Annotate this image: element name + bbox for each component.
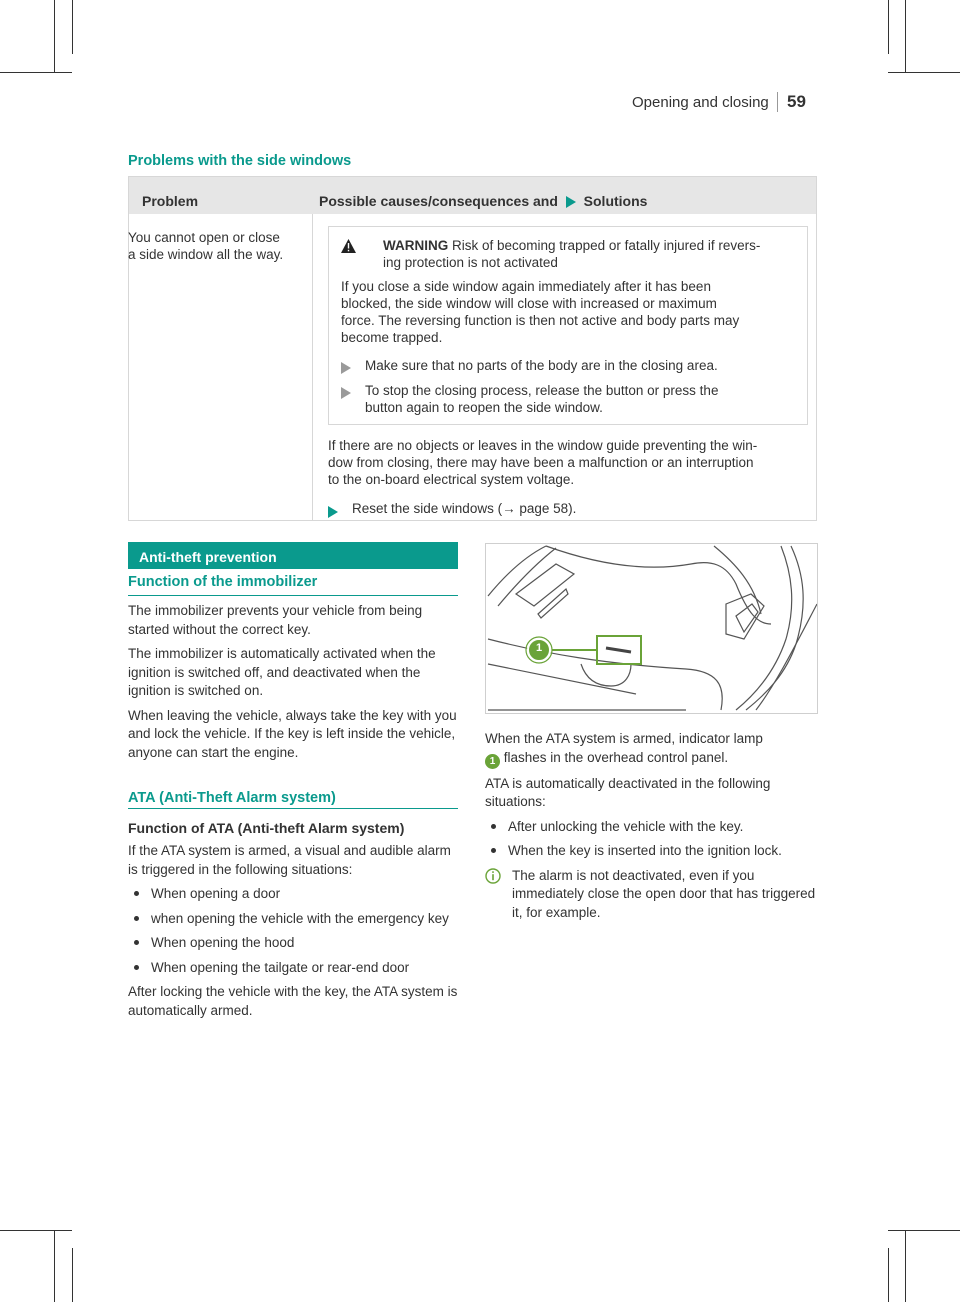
section-rule (128, 808, 458, 809)
crop-mark (72, 0, 73, 54)
col-solutions-text: Solutions (583, 193, 648, 209)
list-item: When opening the hood (128, 934, 463, 953)
armed-line-2 (485, 749, 820, 769)
immobilizer-title: Function of the immobilizer (128, 574, 318, 590)
warning-headline (383, 237, 760, 271)
paragraph: The immobilizer prevents your vehicle from being started without the correct key. (128, 603, 423, 637)
crop-mark (905, 0, 906, 72)
col-problem-header: Problem (142, 193, 199, 209)
warning-step-line: button again to reopen the side window. (365, 400, 603, 415)
paragraph: ATA is automatically deactivated in the following situations: (485, 775, 771, 809)
crop-mark (0, 1230, 72, 1231)
crop-mark (888, 72, 960, 73)
col-causes-text: Possible causes/consequences and (319, 193, 558, 209)
crop-mark (888, 1248, 889, 1302)
crop-mark (888, 0, 889, 54)
info-note (485, 867, 820, 923)
step-arrow-icon (341, 384, 351, 402)
crop-mark (0, 72, 72, 73)
warning-para-line: become trapped. (341, 330, 443, 345)
anti-theft-banner (128, 542, 458, 569)
header-divider (777, 92, 778, 112)
section-rule (128, 595, 458, 596)
solution-arrow-icon (566, 196, 576, 208)
note-line: dow from closing, there may have been a malfunction or an interruption (328, 455, 754, 470)
crop-mark (72, 1248, 73, 1302)
side-windows-title: Problems with the side windows (128, 153, 352, 169)
problem-line: a side window all the way. (128, 247, 284, 262)
step-arrow-icon (328, 503, 338, 521)
problem-cell (128, 229, 283, 263)
page-number: 59 (787, 92, 806, 111)
armed-line: When the ATA system is armed, indicator lamp (485, 731, 763, 746)
illustration-badge: 1 (535, 642, 543, 654)
immobilizer-text (128, 602, 463, 768)
list-item: When opening a door (128, 885, 463, 904)
list-item: After unlocking the vehicle with the key. (485, 818, 820, 837)
warning-para-line: If you close a side window again immediately after it has been (341, 279, 711, 294)
warning-label: WARNING (383, 238, 449, 253)
warning-para-line: force. The reversing function is then not active and body parts may (341, 313, 740, 328)
problem-table (128, 176, 817, 521)
ata-title: ATA (Anti-Theft Alarm system) (128, 790, 336, 806)
warning-para-line: blocked, the side window will close with increased or maximum (341, 296, 717, 311)
warning-step (365, 382, 718, 416)
step-arrow-icon (341, 359, 351, 377)
crop-mark (54, 0, 55, 72)
crop-mark (54, 1230, 55, 1302)
warning-triangle-icon (341, 239, 356, 258)
crop-mark (888, 1230, 960, 1231)
reset-step: Reset the side windows (→ page 58). (352, 501, 577, 516)
paragraph: After locking the vehicle with the key, the ATA system is automatically armed. (128, 984, 458, 1018)
crop-mark (905, 1230, 906, 1302)
warning-step: Make sure that no parts of the body are in the closing area. (365, 358, 718, 373)
overhead-panel-illustration (485, 543, 818, 714)
banner-title: Anti-theft prevention (139, 549, 277, 565)
list-item: when opening the vehicle with the emergency key (128, 910, 463, 929)
ata-text (128, 842, 463, 1026)
info-icon (485, 868, 501, 890)
ata-subtitle: Function of ATA (Anti-theft Alarm system) (128, 820, 405, 836)
ata-armed-text (485, 730, 820, 922)
indicator-badge: 1 (485, 754, 500, 769)
list-item: When opening the tailgate or rear-end door (128, 959, 463, 978)
warning-line: Risk of becoming trapped or fatally injured if revers- (452, 238, 761, 253)
malfunction-note (328, 437, 757, 488)
paragraph: When leaving the vehicle, always take the key with you and lock the vehicle. If the key is left inside the vehicle, anyone can start the engine. (128, 707, 457, 760)
list-item: When the key is inserted into the ignition lock. (485, 842, 820, 861)
table-header (129, 177, 816, 214)
column-divider (312, 214, 313, 521)
warning-box (328, 226, 808, 425)
paragraph: The immobilizer is automatically activated when the ignition is switched off, and deactivated when the ignition is switched on. (128, 646, 436, 698)
note-line: to the on-board electrical system voltage. (328, 472, 575, 487)
note-line: If there are no objects or leaves in the window guide preventing the win- (328, 438, 758, 453)
col-causes-header (319, 193, 647, 209)
paragraph: If the ATA system is armed, a visual and audible alarm is triggered in the following situations: (128, 843, 451, 877)
armed-line: flashes in the overhead control panel. (503, 749, 729, 765)
overhead-panel-drawing (486, 544, 817, 713)
problem-line: You cannot open or close (128, 230, 280, 245)
info-note-text: The alarm is not deactivated, even if you immediately close the open door that has triggered it, for example. (512, 867, 816, 920)
warning-step-line: To stop the closing process, release the button or press the (365, 383, 719, 398)
warning-paragraph (341, 278, 739, 346)
warning-line: ing protection is not activated (383, 255, 558, 270)
running-header-section: Opening and closing (632, 94, 769, 111)
